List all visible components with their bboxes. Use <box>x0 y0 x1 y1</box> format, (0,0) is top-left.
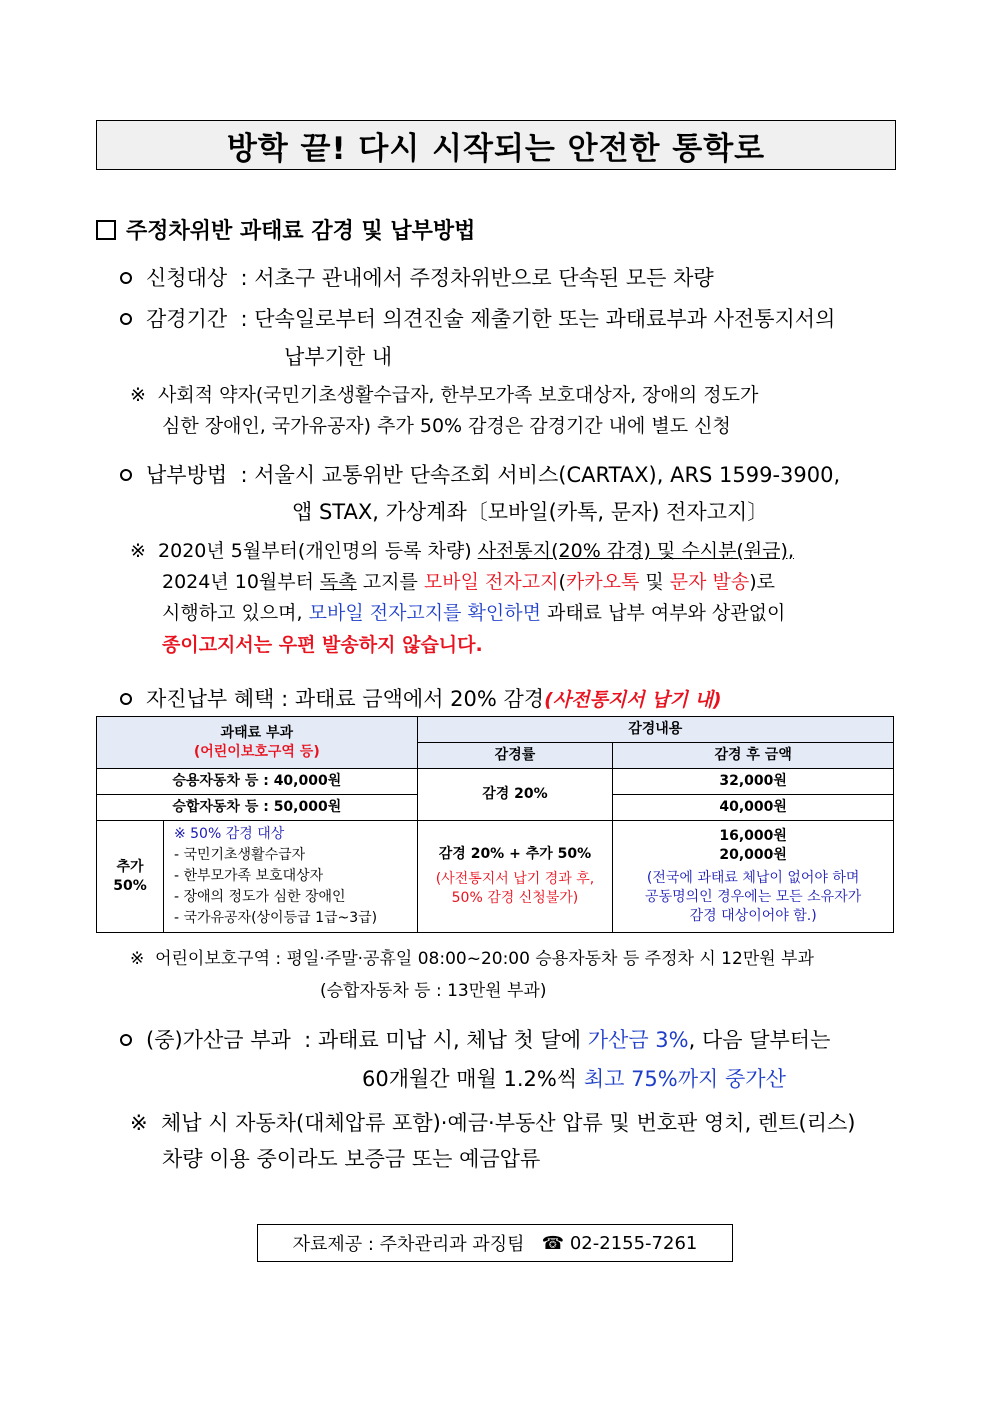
payment-method-item: 납부방법 : 서울시 교통위반 단속조회 서비스(CARTAX), ARS 1599-3900, <box>120 459 840 489</box>
source-box: 자료제공 : 주차관리과 과징팀 ☎ 02-2155-7261 <box>257 1224 733 1262</box>
note-e-notice-line1: ※ 2020년 5월부터(개인명의 등록 차량) 사전통지(20% 감경) 및 수시분(원금), <box>130 540 794 562</box>
note-school-zone-cont: (승합자동차 등 : 13만원 부과) <box>320 981 547 1001</box>
self-payment-benefit: 자진납부 혜택 : 과태료 금액에서 20% 감경(사전통지서 납기 내) <box>120 683 722 713</box>
row-extra-rate: 감경 20% + 추가 50% (사전통지서 납기 경과 후, 50% 감경 신청불가) <box>417 821 613 933</box>
circle-bullet-icon <box>120 469 132 481</box>
row-car-van-rate: 감경 20% <box>417 769 613 821</box>
checkbox-square-icon <box>96 220 116 240</box>
circle-bullet-icon <box>120 1034 132 1046</box>
reduction-table <box>96 716 894 933</box>
phone-number: 02-2155-7261 <box>569 1232 698 1254</box>
header-after: 감경 후 금액 <box>613 743 894 769</box>
circle-bullet-icon <box>120 313 132 325</box>
section-heading: 주정차위반 과태료 감경 및 납부방법 <box>96 214 475 245</box>
note-school-zone: ※ 어린이보호구역 : 평일·주말·공휴일 08:00~20:00 승용자동차 등 주정차 시 12만원 부과 <box>130 949 814 969</box>
note-seizure: ※ 체납 시 자동차(대체압류 포함)·예금·부동산 압류 및 번호판 영치, 렌트(리스) <box>130 1111 856 1135</box>
apply-target-item: 신청대상 : 서초구 관내에서 주정차위반으로 단속된 모든 차량 <box>120 262 714 292</box>
note-e-notice-line2: 2024년 10월부터 독촉 고지를 모바일 전자고지(카카오톡 및 문자 발송)로 <box>162 571 775 593</box>
note-e-notice-line3: 시행하고 있으며, 모바일 전자고지를 확인하면 과태료 납부 여부와 상관없이 <box>162 602 786 624</box>
reduction-period-item: 감경기간 : 단속일로부터 의견진술 제출기한 또는 과태료부과 사전통지서의 <box>120 303 835 333</box>
surcharge-item-cont: 60개월간 매월 1.2%씩 최고 75%까지 중가산 <box>362 1067 786 1091</box>
circle-bullet-icon <box>120 272 132 284</box>
header-levy: 과태료 부과 (어린이보호구역 등) <box>97 717 418 769</box>
note-seizure-cont: 차량 이용 중이라도 보증금 또는 예금압류 <box>162 1147 541 1171</box>
row-van-after: 40,000원 <box>613 795 894 821</box>
phone-icon: ☎ <box>541 1232 565 1254</box>
row-extra-after: 16,000원 20,000원 (전국에 과태료 체납이 없어야 하며 공동명의인 경우에는 모든 소유자가 감경 대상이어야 함.) <box>613 821 894 933</box>
page-title: 방학 끝! 다시 시작되는 안전한 통학로 <box>96 120 896 170</box>
row-extra-target-list: ※ 50% 감경 대상 - 국민기초생활수급자 - 한부모가족 보호대상자 - 장애의 정도가 심한 장애인 - 국가유공자(상이등급 1급~3급) <box>163 821 417 933</box>
row-car-levy: 승용자동차 등 : 40,000원 <box>97 769 418 795</box>
payment-method-item-cont: 앱 STAX, 가상계좌〔모바일(카톡, 문자) 전자고지〕 <box>292 500 769 524</box>
note-social-weak: ※ 사회적 약자(국민기초생활수급자, 한부모가족 보호대상자, 장애의 정도가 <box>130 384 759 406</box>
surcharge-item: (중)가산금 부과 : 과태료 미납 시, 체납 첫 달에 가산금 3%, 다음 달부터는 <box>120 1024 830 1054</box>
note-e-notice-line4: 종이고지서는 우편 발송하지 않습니다. <box>162 634 483 656</box>
row-car-after: 32,000원 <box>613 769 894 795</box>
header-rate: 감경률 <box>417 743 613 769</box>
row-extra-label: 추가 50% <box>97 821 164 933</box>
note-social-weak-cont: 심한 장애인, 국가유공자) 추가 50% 감경은 감경기간 내에 별도 신청 <box>162 415 731 437</box>
header-content: 감경내용 <box>417 717 893 743</box>
reduction-period-item-cont: 납부기한 내 <box>284 345 393 369</box>
circle-bullet-icon <box>120 693 132 705</box>
row-van-levy: 승합자동차 등 : 50,000원 <box>97 795 418 821</box>
